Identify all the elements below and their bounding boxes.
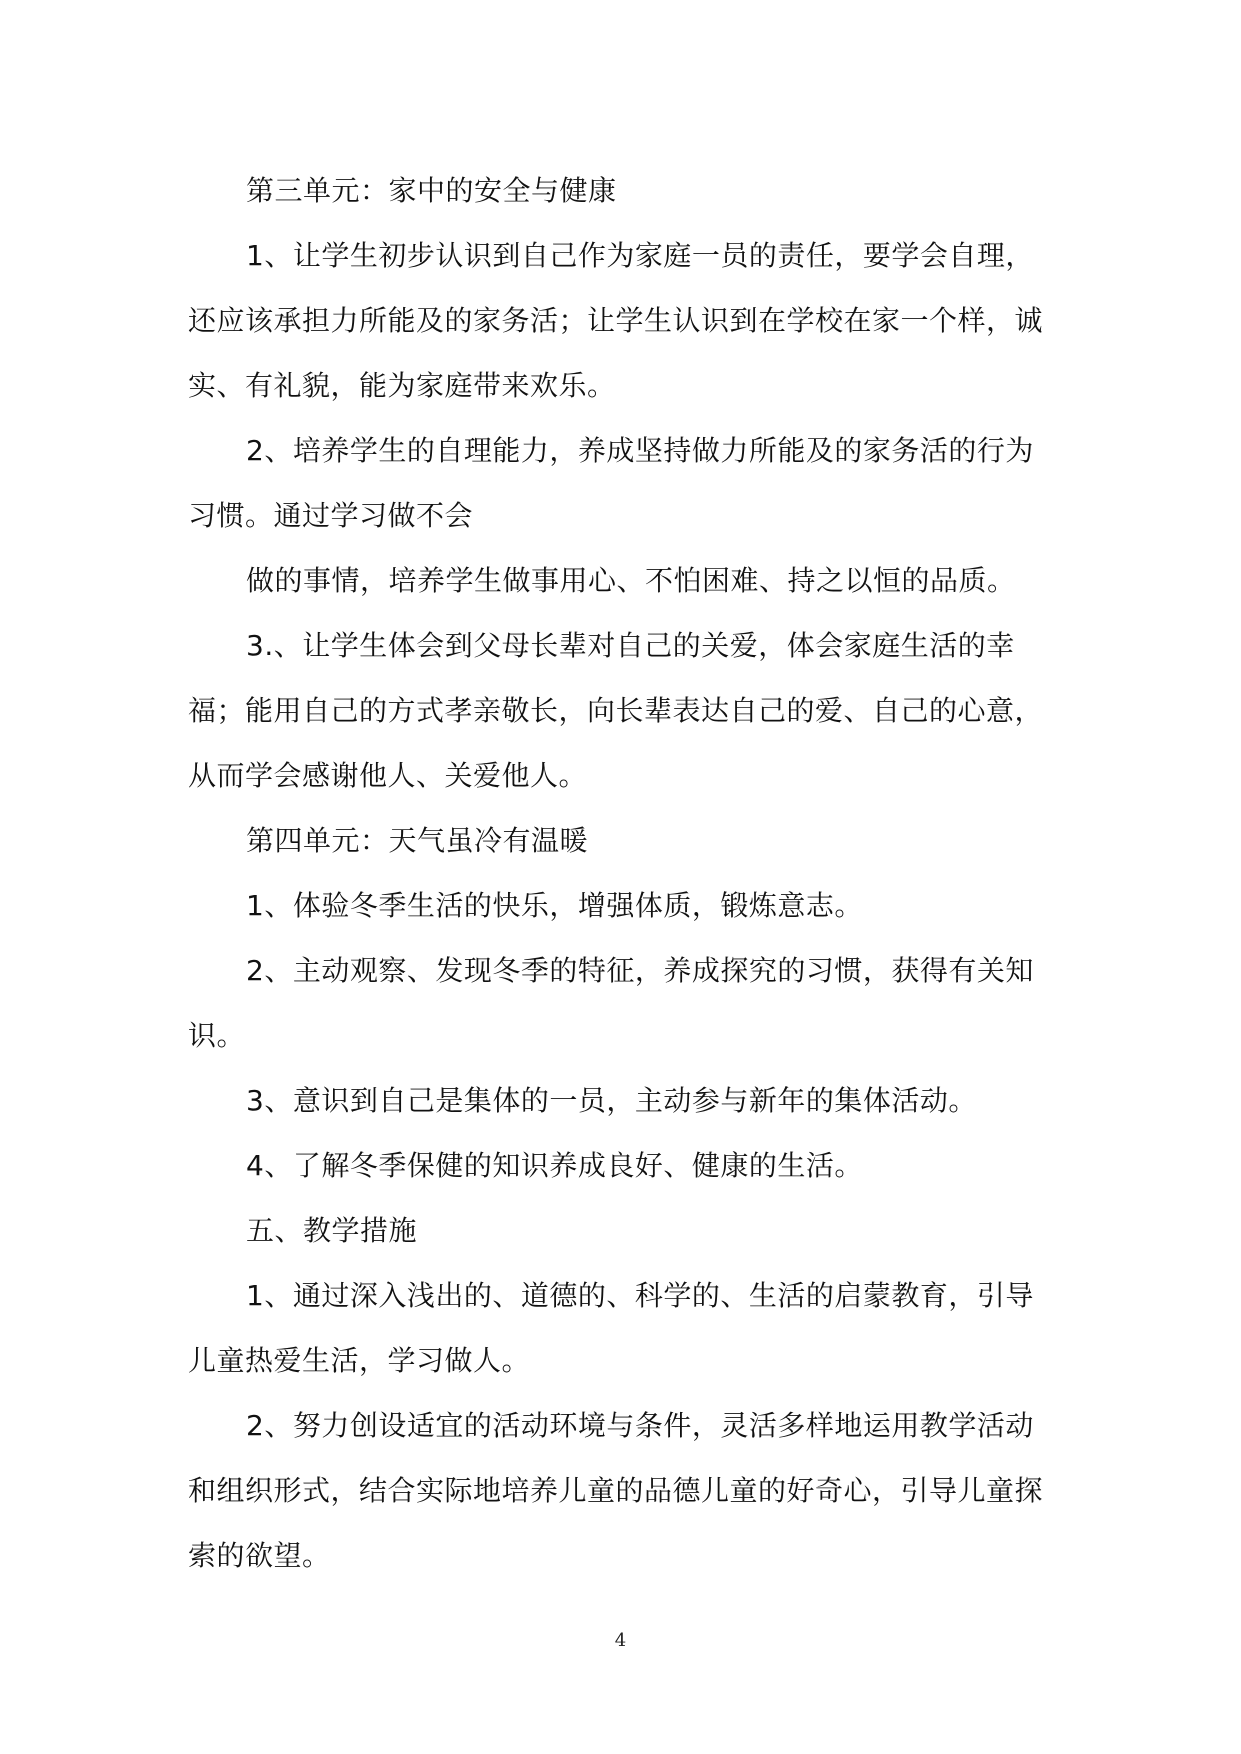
- paragraph: 3、意识到自己是集体的一员，主动参与新年的集体活动。: [246, 1084, 977, 1117]
- paragraph: 3.、让学生体会到父母长辈对自己的关爱，体会家庭生活的幸福；能用自己的方式孝亲敬长，向长辈表达自己的爱、自己的心意，从而学会感谢他人、关爱他人。: [188, 629, 1044, 792]
- page-number: 4: [614, 1630, 627, 1651]
- paragraph: 做的事情，培养学生做事用心、不怕困难、持之以恒的品质。: [246, 564, 1016, 597]
- paragraph: 4、了解冬季保健的知识养成良好、健康的生活。: [246, 1149, 863, 1182]
- unit-4-heading: 第四单元：天气虽冷有温暖: [246, 824, 589, 857]
- section-5-heading: 五、教学措施: [246, 1214, 418, 1247]
- unit-3-heading: 第三单元：家中的安全与健康: [246, 174, 617, 207]
- paragraph: 2、主动观察、发现冬季的特征，养成探究的习惯，获得有关知识。: [188, 954, 1034, 1052]
- paragraph: 2、努力创设适宜的活动环境与条件，灵活多样地运用教学活动和组织形式，结合实际地培养儿童的品德儿童的好奇心，引导儿童探索的欲望。: [188, 1409, 1044, 1572]
- paragraph: 1、让学生初步认识到自己作为家庭一员的责任，要学会自理，还应该承担力所能及的家务活；让学生认识到在学校在家一个样，诚实、有礼貌，能为家庭带来欢乐。: [188, 239, 1044, 402]
- document-body: [188, 158, 1058, 1588]
- paragraph: 1、通过深入浅出的、道德的、科学的、生活的启蒙教育，引导儿童热爱生活，学习做人。: [188, 1279, 1034, 1377]
- paragraph: 1、体验冬季生活的快乐，增强体质，锻炼意志。: [246, 889, 863, 922]
- paragraph: 2、培养学生的自理能力，养成坚持做力所能及的家务活的行为习惯。通过学习做不会: [188, 434, 1034, 532]
